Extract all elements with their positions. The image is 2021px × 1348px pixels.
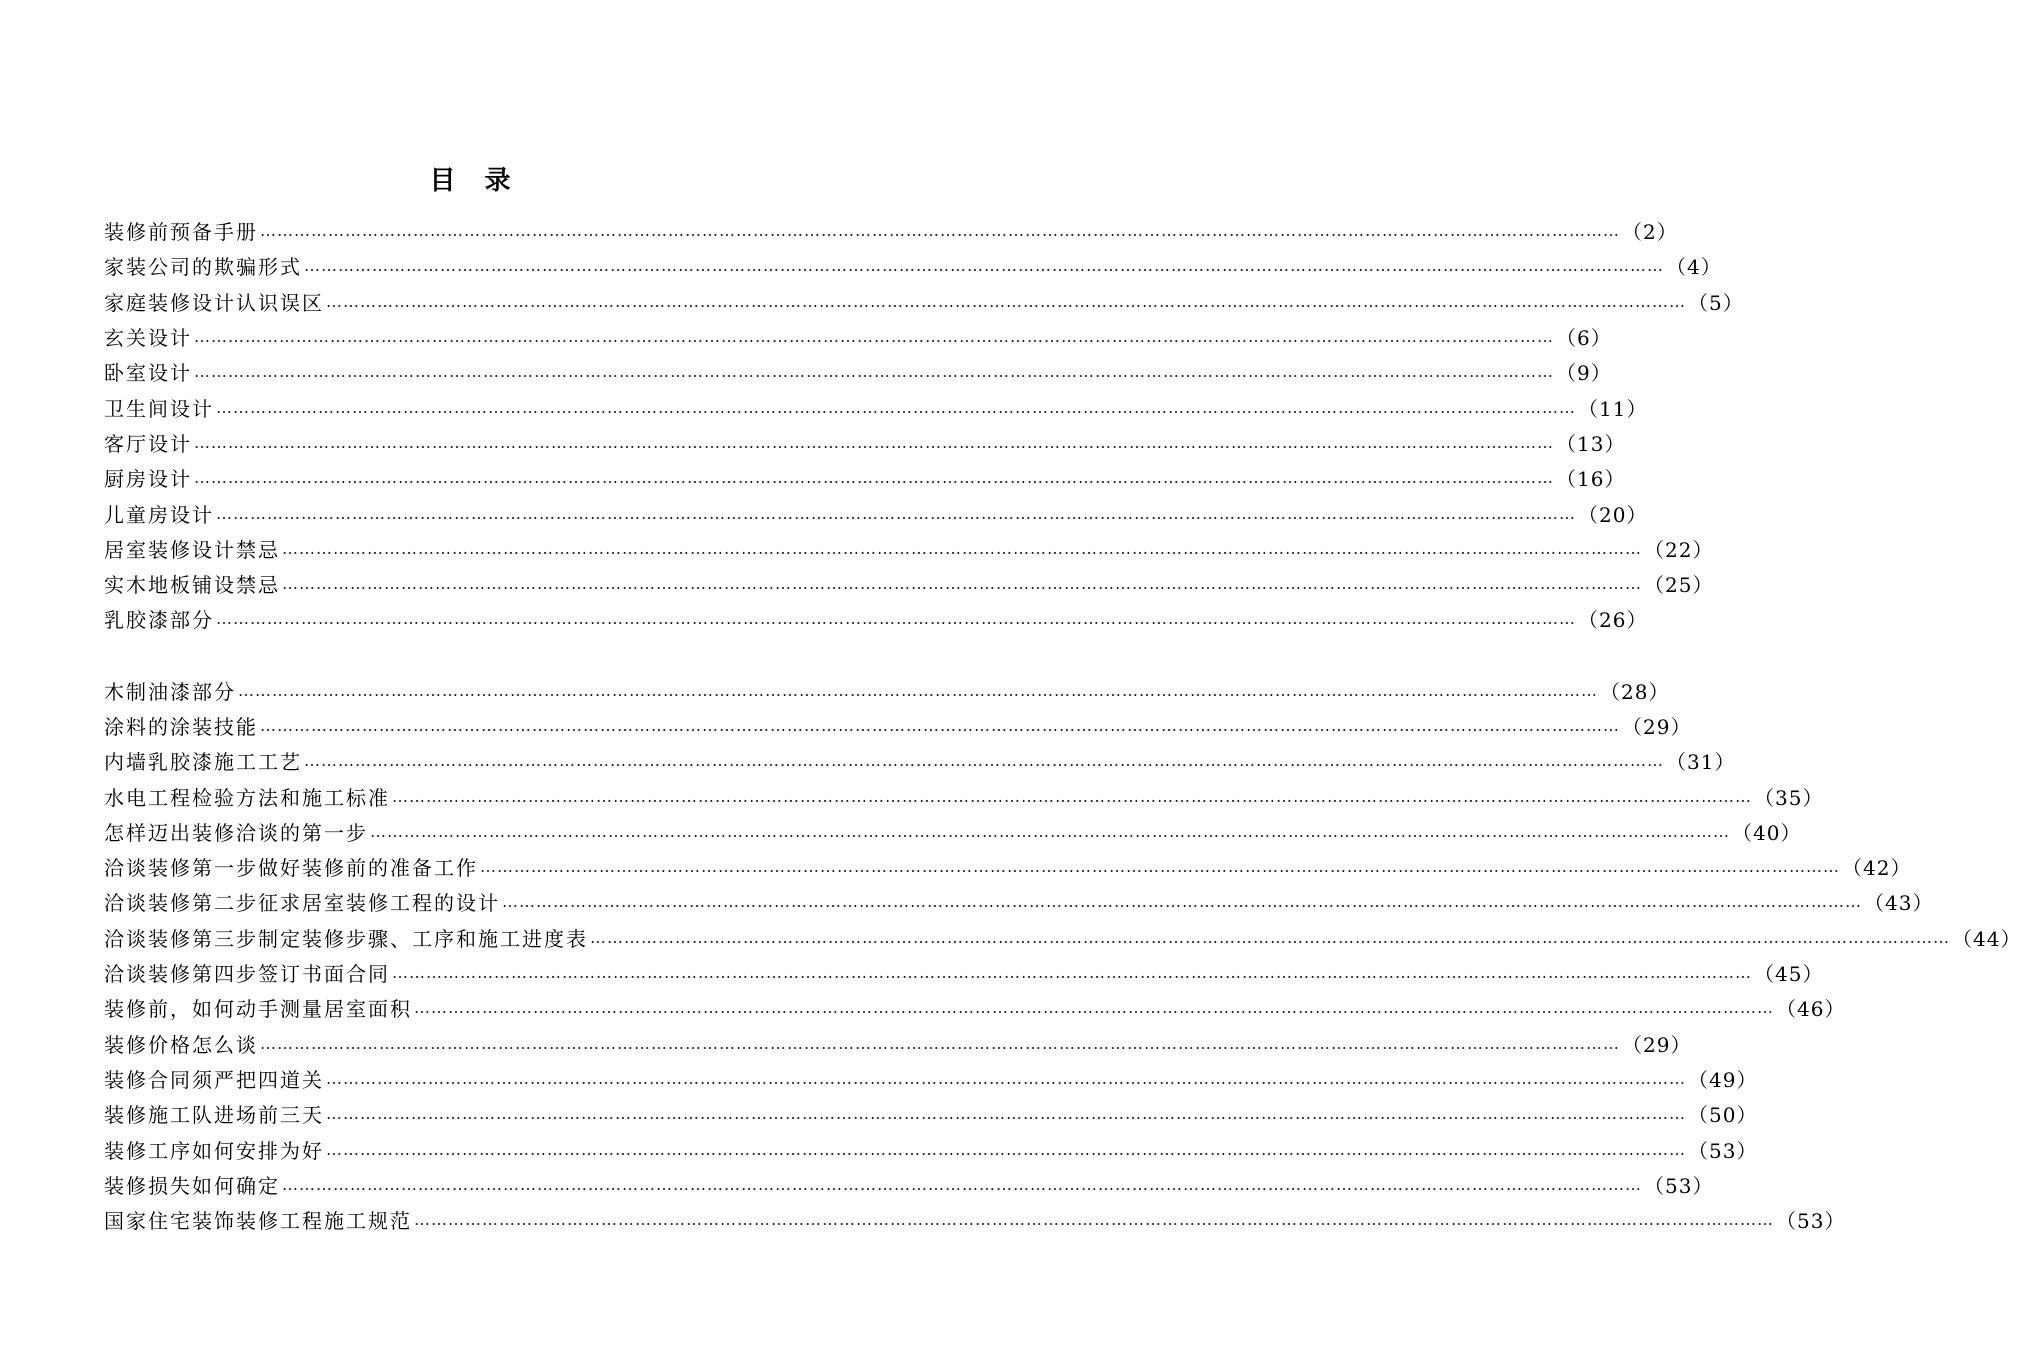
toc-entry-title: 涂料的涂装技能 [104,715,258,739]
dot-leader: …………………………………………………………………………………………………………………………………………………………………………………………………………………… [216,609,1576,629]
toc-entry-title: 洽谈装修第三步制定装修步骤、工序和施工进度表 [104,926,588,951]
toc-entry-page: （26） [1578,608,1648,633]
toc-entry-title: 怎样迈出装修洽谈的第一步 [104,820,368,845]
toc-entry[interactable] [104,955,1824,990]
toc-entry[interactable] [104,425,1626,460]
toc-entry-title: 家庭装修设计认识误区 [104,290,324,315]
section-gap [104,637,784,673]
toc-entry-page: （16） [1556,467,1626,492]
dot-leader: …………………………………………………………………………………………………………………………………………………………………………………………………………………… [326,1139,1686,1159]
toc-entry[interactable] [104,778,1824,813]
dot-leader: …………………………………………………………………………………………………………………………………………………………………………………………………………………… [590,927,1950,947]
toc-entry-page: （42） [1842,856,1912,881]
toc-entry-page: （35） [1754,785,1824,810]
toc-entry[interactable] [104,354,1612,389]
toc-entry[interactable] [104,460,1626,495]
toc-entry-page: （53） [1644,1173,1714,1198]
toc-entry-page: （53） [1776,1209,1846,1234]
dot-leader: …………………………………………………………………………………………………………………………………………………………………………………………………………………… [260,221,1620,241]
toc-entry[interactable] [104,566,1714,601]
toc-entry[interactable] [104,213,1678,248]
toc-entry-title: 装修合同须严把四道关 [104,1067,324,1092]
dot-leader: …………………………………………………………………………………………………………………………………………………………………………………………………………………… [260,716,1620,735]
toc-entry-title: 卫生间设计 [104,396,214,421]
dot-leader: …………………………………………………………………………………………………………………………………………………………………………………………………………………… [392,963,1752,983]
toc-entry[interactable] [104,531,1714,566]
toc-entry[interactable] [104,884,1934,919]
toc-entry[interactable] [104,743,1736,778]
toc-entry-page: （45） [1754,962,1824,987]
dot-leader: …………………………………………………………………………………………………………………………………………………………………………………………………………………… [194,327,1554,347]
toc-entry-title: 装修价格怎么谈 [104,1032,258,1057]
toc-entry-page: （28） [1600,679,1670,704]
toc-entry-title: 装修施工队进场前三天 [104,1103,324,1128]
toc-entry[interactable] [104,814,1802,849]
toc-entry-page: （53） [1688,1138,1758,1163]
toc-entry-page: （13） [1556,431,1626,456]
toc-entry[interactable] [104,1061,1758,1096]
dot-leader: …………………………………………………………………………………………………………………………………………………………………………………………………………………… [282,538,1642,558]
toc-entry-title: 厨房设计 [104,467,192,492]
toc-entry-title: 洽谈装修第四步签订书面合同 [104,962,390,987]
toc-entry[interactable] [104,990,1846,1025]
toc-entry[interactable] [104,708,1692,743]
toc-entry-title: 家装公司的欺骗形式 [104,255,302,280]
toc-entry-title: 卧室设计 [104,361,192,386]
toc-entry-page: （31） [1666,750,1736,775]
toc-entry-page: （11） [1578,396,1648,421]
dot-leader: …………………………………………………………………………………………………………………………………………………………………………………………………………………… [216,503,1576,523]
toc-entry-page: （49） [1688,1067,1758,1092]
toc-entry[interactable] [104,920,2021,955]
toc-entry[interactable] [104,319,1612,354]
toc-entry-page: （46） [1776,997,1846,1022]
toc-entry[interactable] [104,495,1648,530]
toc-entry-page: （20） [1578,502,1648,527]
toc-entry[interactable] [104,673,1670,708]
dot-leader: …………………………………………………………………………………………………………………………………………………………………………………………………………………… [370,821,1730,841]
toc-list [104,213,2021,1237]
toc-entry[interactable] [104,1202,1846,1237]
toc-entry-page: （29） [1622,715,1692,739]
toc-entry-page: （29） [1622,1032,1692,1057]
toc-entry-page: （6） [1556,326,1612,351]
toc-entry[interactable] [104,1167,1714,1202]
dot-leader: …………………………………………………………………………………………………………………………………………………………………………………………………………………… [414,1210,1774,1230]
dot-leader: …………………………………………………………………………………………………………………………………………………………………………………………………………………… [194,468,1554,488]
toc-entry[interactable] [104,601,1648,636]
toc-entry[interactable] [104,849,1912,884]
page-title: 目 录 [429,166,521,196]
toc-entry-page: （22） [1644,537,1714,562]
dot-leader: …………………………………………………………………………………………………………………………………………………………………………………………………………………… [326,1068,1686,1088]
dot-leader: …………………………………………………………………………………………………………………………………………………………………………………………………………………… [326,291,1686,311]
dot-leader: …………………………………………………………………………………………………………………………………………………………………………………………………………………… [304,256,1664,276]
toc-entry-title: 乳胶漆部分 [104,608,214,633]
toc-entry-title: 装修前预备手册 [104,220,258,245]
dot-leader: …………………………………………………………………………………………………………………………………………………………………………………………………………………… [260,1033,1620,1053]
toc-entry-title: 装修损失如何确定 [104,1173,280,1198]
toc-entry-title: 玄关设计 [104,326,192,351]
toc-entry-title: 客厅设计 [104,431,192,456]
toc-entry-page: （9） [1556,361,1612,386]
toc-entry-title: 居室装修设计禁忌 [104,537,280,562]
toc-entry-title: 儿童房设计 [104,502,214,527]
dot-leader: …………………………………………………………………………………………………………………………………………………………………………………………………………………… [238,680,1598,700]
toc-entry[interactable] [104,1026,1692,1061]
toc-entry-page: （4） [1666,255,1722,280]
toc-entry-title: 木制油漆部分 [104,679,236,704]
toc-entry[interactable] [104,389,1648,424]
toc-entry-title: 水电工程检验方法和施工标准 [104,785,390,810]
dot-leader: …………………………………………………………………………………………………………………………………………………………………………………………………………………… [216,397,1576,417]
dot-leader: …………………………………………………………………………………………………………………………………………………………………………………………………………………… [282,574,1642,594]
dot-leader: …………………………………………………………………………………………………………………………………………………………………………………………………………………… [502,892,1862,912]
toc-entry-page: （25） [1644,573,1714,598]
toc-entry[interactable] [104,1131,1758,1166]
toc-entry[interactable] [104,1096,1758,1131]
toc-entry-title: 洽谈装修第二步征求居室装修工程的设计 [104,891,500,916]
toc-entry-page: （5） [1688,290,1744,315]
toc-entry-title: 洽谈装修第一步做好装修前的准备工作 [104,856,478,881]
toc-entry-page: （40） [1732,820,1802,845]
toc-entry[interactable] [104,248,1722,283]
toc-entry-page: （44） [1952,926,2021,951]
toc-entry[interactable] [104,284,1744,319]
toc-entry-title: 装修工序如何安排为好 [104,1138,324,1163]
dot-leader: …………………………………………………………………………………………………………………………………………………………………………………………………………………… [194,432,1554,452]
dot-leader: …………………………………………………………………………………………………………………………………………………………………………………………………………………… [282,1174,1642,1194]
dot-leader: …………………………………………………………………………………………………………………………………………………………………………………………………………………… [392,786,1752,806]
toc-entry-page: （50） [1688,1103,1758,1128]
toc-entry-page: （43） [1864,891,1934,916]
dot-leader: …………………………………………………………………………………………………………………………………………………………………………………………………………………… [194,362,1554,382]
toc-entry-page: （2） [1622,220,1678,245]
dot-leader: …………………………………………………………………………………………………………………………………………………………………………………………………………………… [480,857,1840,877]
toc-entry-title: 实木地板铺设禁忌 [104,573,280,598]
dot-leader: …………………………………………………………………………………………………………………………………………………………………………………………………………………… [414,998,1774,1018]
dot-leader: …………………………………………………………………………………………………………………………………………………………………………………………………………………… [326,1104,1686,1124]
toc-entry-title: 内墙乳胶漆施工工艺 [104,750,302,775]
toc-entry-title: 国家住宅装饰装修工程施工规范 [104,1209,412,1234]
dot-leader: …………………………………………………………………………………………………………………………………………………………………………………………………………………… [304,751,1664,771]
toc-entry-title: 装修前，如何动手测量居室面积 [104,997,412,1022]
